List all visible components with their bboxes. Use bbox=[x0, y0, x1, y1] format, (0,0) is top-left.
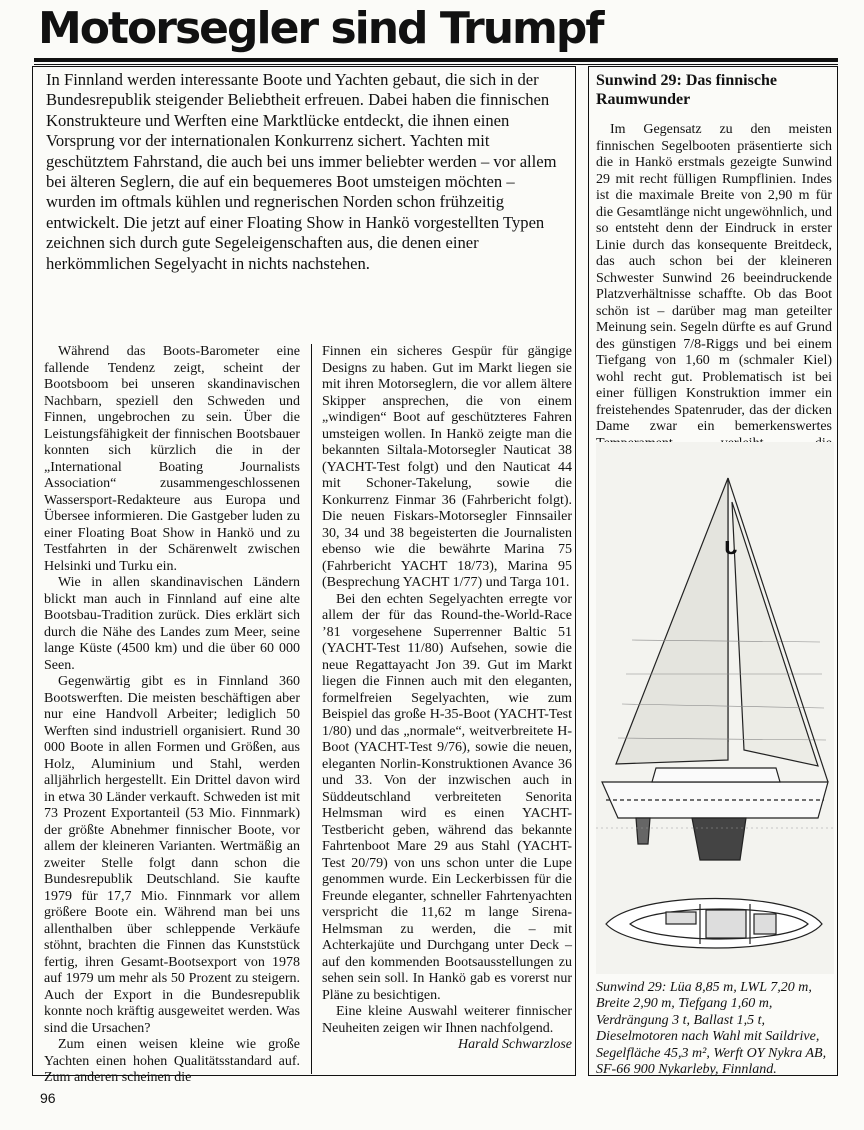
photo-caption: Sunwind 29: Lüa 8,85 m, LWL 7,20 m, Breite 2,90 m, Tiefgang 1,60 m, Verdrängung 3 t, Ballast 1,5 t, Dieselmotoren nach Wahl mit Saildrive, Segelfläche 45,3 m², Werft OY Nykra AB, SF-66 900 Nykarleby, Finnland. bbox=[596, 980, 827, 1078]
paragraph: Bei den echten Segelyachten erregte vor allem der für das Round-the-World-Race ’81 vorgesehene Superrenner Baltic 51 (YACHT-Test 11/80) Aufsehen, sowie die neue Regattayacht Jon 39. Gut im Markt liegen die Finnen auch mit den eleganten, formelfreien Segelyachten, wie zum Beispiel das große H-35-Boot (YACHT-Test 1/80) und das „normale“, weitverbreitete H-Boot (YACHT-Test 9/76), sowie die neuen, eleganten Norlin-Konstruktionen Avance 36 und 33. Von der inzwischen auch in Süddeutschland verbreiteten Senorita Helmsman wird es einen YACHT-Testbericht geben, während das bekannte Fahrtenboot Mare 29 aus Stahl (YACHT-Test 20/79) von uns schon unter die Lupe genommen wurde. Ein Leckerbissen für die Freunde eleganter, schneller Fahrtenyachten verspricht die 11,62 m lange Sirena-Helmsman zu werden, die – mit Achterkajüte und Durchgang unter Deck – auf den kommenden Bootsausstellungen zu sehen sein soll. In Hankö gab es vorerst nur Pläne zu besichtigen. bbox=[322, 591, 572, 1003]
paragraph: Finnen ein sicheres Gespür für gängige Designs zu haben. Gut im Markt liegen sie mit ihren Motorseglern, die vor allem ältere Skipper ansprechen, die von einem „windigen“ Boot auf geschützteres Fahren umsteigen wollen. In Hankö zeigte man die bekannten Siltala-Motorsegler Nauticat 38 (YACHT-Test folgt) und den Nauticat 44 mit Schoner-Takelung, sowie die Konkurrenz Finmar 36 (Fahrbericht folgt). Die neuen Fiskars-Motorsegler Finnsailer 30, 34 und 38 begeisterten die Journalisten ebenso wie die bewährte Marina 75 (Fahrbericht YACHT 18/73), Marina 95 (Besprechung YACHT 1/77) und Targa 101. bbox=[322, 344, 572, 590]
article-column-1 bbox=[44, 344, 300, 1087]
svg-text:ᒐ: ᒐ bbox=[724, 538, 738, 559]
paragraph: Gegenwärtig gibt es in Finnland 360 Bootswerften. Die meisten beschäftigen aber nur eine Handvoll Arbeiter; lediglich 50 Werften sind industriell organisiert. Rund 30 000 Boote in allen Formen und Größen, aus Holz, Aluminium und Stahl, werden alljährlich hergestellt. Ein Drittel davon wird in etwa 30 Länder verkauft. Schweden ist mit 73 Prozent Exportanteil (53 Mio. Finnmark) der größte Abnehmer finnischer Boote, vor allem der kleineren Varianten. Wertmäßig an zweiter Stelle folgt dann schon die Bundesrepublik Deutschland. Sie kaufte 1979 für 17,7 Mio. Finnmark vor allem größere Boote ein. Während man bei uns allenthalben über schleppende Verkäufe stöhnt, brachten die Finnen das Kunststück fertig, ihren Gesamt-Bootsexport von 1978 auf 1979 um mehr als 50 Prozent zu steigern. Auch der Export in die Bundesrepublik konnte noch kräftig ausgeweitet werden. Was sind die Ursachen? bbox=[44, 674, 300, 1036]
paragraph-text: Eine kleine Auswahl weiterer finnischer Neuheiten zeigen wir Ihnen nachfolgend. bbox=[322, 1004, 572, 1036]
paragraph: Wie in allen skandinavischen Ländern blickt man auch in Finnland auf eine alte Bootsbau-Tradition zurück. Dies erklärt sich durch die Nähe des Landes zum Meer, seine lange Küste (4500 km) und die über 60 000 Seen. bbox=[44, 575, 300, 673]
paragraph bbox=[322, 1004, 572, 1052]
headline: Motorsegler sind Trumpf bbox=[38, 3, 603, 54]
paragraph: Während das Boots-Barometer eine fallende Tendenz zeigt, scheint der Bootsboom bei unseren skandinavischen Nachbarn, speziell den Schweden und Finnen, ungebrochen zu sein. Über die Leistungsfähigkeit der finnischen Bootsbauer konnten sich kürzlich die in der „International Boating Journalists Association“ zusammengeschlossenen Wassersport-Redakteure aus Europa und Übersee informieren. Die Gastgeber luden zu einer Floating Boat Show in Hankö und zu Testfahrten in der Schärenwelt zwischen Helsinki und Turku ein. bbox=[44, 344, 300, 574]
sailboat-drawing bbox=[596, 442, 834, 974]
page-number: 96 bbox=[40, 1090, 56, 1106]
paragraph: Zum einen weisen kleine wie große Yachten einen hohen Qualitätsstandard auf. Zum anderen scheinen die bbox=[44, 1037, 300, 1085]
lead-paragraph: In Finnland werden interessante Boote und Yachten gebaut, die sich in der Bundesrepublik steigender Beliebtheit erfreuen. Dabei haben die finnischen Konstrukteure und Werften eine Marktlücke entdeckt, die ihnen einen Vorsprung vor der internationalen Konkurrenz sichert. Yachten mit geschütztem Fahrstand, die auch bei uns immer beliebter werden – vor allem bei älteren Seglern, die auf ein bequemeres Boot umsteigen möchten – wurden im oftmals kühlen und regnerischen Norden schon frühzeitig entwickelt. Die jetzt auf einer Floating Show in Hankö vorgestellten Typen zeichnen sich durch gute Segeleigenschaften aus, die denen einer herkömmlichen Segelyacht in nichts nachstehen. bbox=[46, 70, 557, 273]
sidebar-text: Im Gegensatz zu den meisten finnischen Segelbooten präsentierte sich die in Hankö erstmals gezeigte Sunwind 29 mit recht fülligen Rumpflinien. Indes ist die maximale Breite von 2,90 m für die Gesamtlänge nicht ungewöhnlich, und so entsteht denn der Eindruck in erster Linie durch das konsequente Breitdeck, das auch schon bei der kleineren Schwester Sunwind 26 beeindruckende Platzverhältnisse schaffte. Ob das Boot schön ist – darüber mag man geteilter Meinung sein. Segeln dürfte es auf Grund des günstigen 7/8-Riggs und bei einem Tiefgang von 1,60 m (schmaler Kiel) wohl recht gut. Problematisch ist bei einer fülligen Konstruktion immer ein freistehendes Spatenruder, das der dicken Dame zwar ein bemerkenswertes bbox=[596, 122, 832, 434]
sidebar-title: Sunwind 29: Das finnische Raumwunder bbox=[596, 72, 777, 108]
headline-rule bbox=[34, 58, 838, 62]
article-column-2 bbox=[322, 344, 572, 1054]
headline-rule-thin bbox=[34, 64, 838, 65]
author-byline: Harald Schwarzlose bbox=[458, 1037, 572, 1052]
column-divider bbox=[311, 344, 312, 1074]
